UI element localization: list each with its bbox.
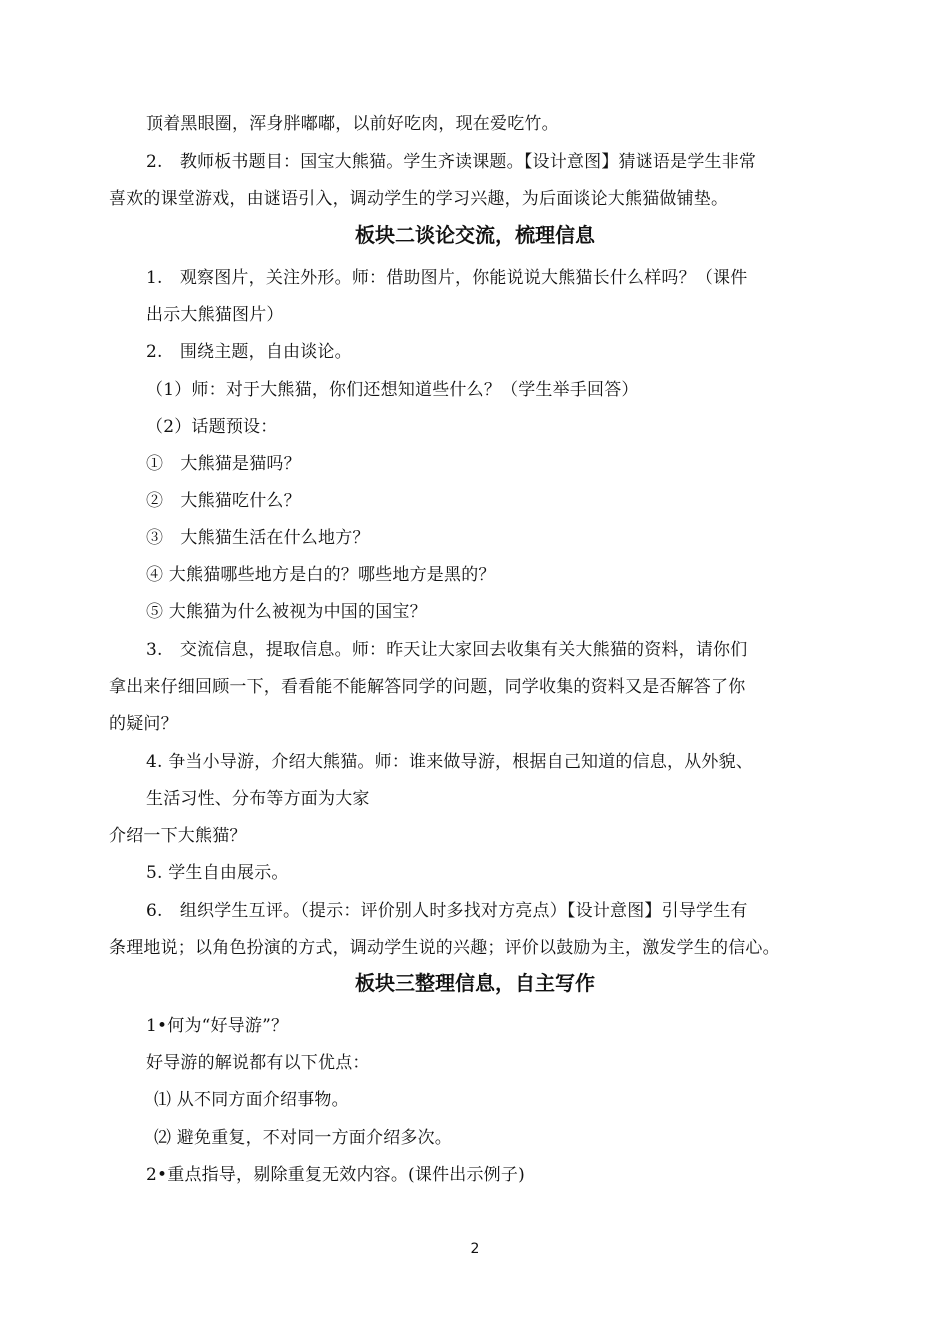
page-number: 2 <box>470 1241 480 1257</box>
text-line: 1. 观察图片，关注外形。师：借助图片，你能说说大熊猫长什么样吗？（课件 <box>146 268 748 288</box>
text-line: 3. 交流信息，提取信息。师：昨天让大家回去收集有关大熊猫的资料，请你们 <box>146 640 748 660</box>
text-line: 5. 学生自由展示。 <box>146 863 289 883</box>
text-line: 顶着黑眼圈，浑身胖嘟嘟，以前好吃肉，现在爱吃竹。 <box>146 114 559 134</box>
list-item: ⑴ 从不同方面介绍事物。 <box>154 1090 349 1110</box>
text-line: 喜欢的课堂游戏，由谜语引入，调动学生的学习兴趣，为后面谈论大熊猫做铺垫。 <box>109 189 729 209</box>
text-line: 条理地说；以角色扮演的方式，调动学生说的兴趣；评价以鼓励为主，激发学生的信心。 <box>109 938 780 958</box>
text-line: （2）话题预设： <box>146 417 278 437</box>
text-line: 4. 争当小导游，介绍大熊猫。师：谁来做导游，根据自己知道的信息，从外貌、 <box>146 752 754 772</box>
text-line: 6. 组织学生互评。（提示：评价别人时多找对方亮点）【设计意图】引导学生有 <box>146 901 748 921</box>
text-line: 拿出来仔细回顾一下，看看能不能解答同学的问题，同学收集的资料又是否解答了你 <box>109 677 746 697</box>
text-line: 出示大熊猫图片） <box>146 305 284 325</box>
list-item: ② 大熊猫吃什么？ <box>146 491 301 511</box>
section-heading: 板块二谈论交流，梳理信息 <box>355 223 595 247</box>
section-heading: 板块三整理信息，自主写作 <box>355 971 595 995</box>
text-line: 2. 围绕主题，自由谈论。 <box>146 342 352 362</box>
text-line: 生活习性、分布等方面为大家 <box>146 789 370 809</box>
text-line: 2. 教师板书题目：国宝大熊猫。学生齐读课题。【设计意图】猜谜语是学生非常 <box>146 152 757 172</box>
text-line: 介绍一下大熊猫？ <box>109 826 247 846</box>
list-item: ⑤ 大熊猫为什么被视为中国的国宝？ <box>146 602 427 622</box>
text-line: （1）师：对于大熊猫，你们还想知道些什么？（学生举手回答） <box>146 380 639 400</box>
text-line: 1•何为“好导游”？ <box>146 1016 289 1036</box>
list-item: ⑵ 避免重复，不对同一方面介绍多次。 <box>154 1128 453 1148</box>
list-item: ④ 大熊猫哪些地方是白的？哪些地方是黑的？ <box>146 565 496 585</box>
list-item: ① 大熊猫是猫吗？ <box>146 454 301 474</box>
list-item: ③ 大熊猫生活在什么地方？ <box>146 528 370 548</box>
text-line: 的疑问？ <box>109 714 178 734</box>
text-line: 好导游的解说都有以下优点： <box>146 1053 370 1073</box>
text-line: 2•重点指导，剔除重复无效内容。(课件出示例子) <box>146 1165 525 1185</box>
